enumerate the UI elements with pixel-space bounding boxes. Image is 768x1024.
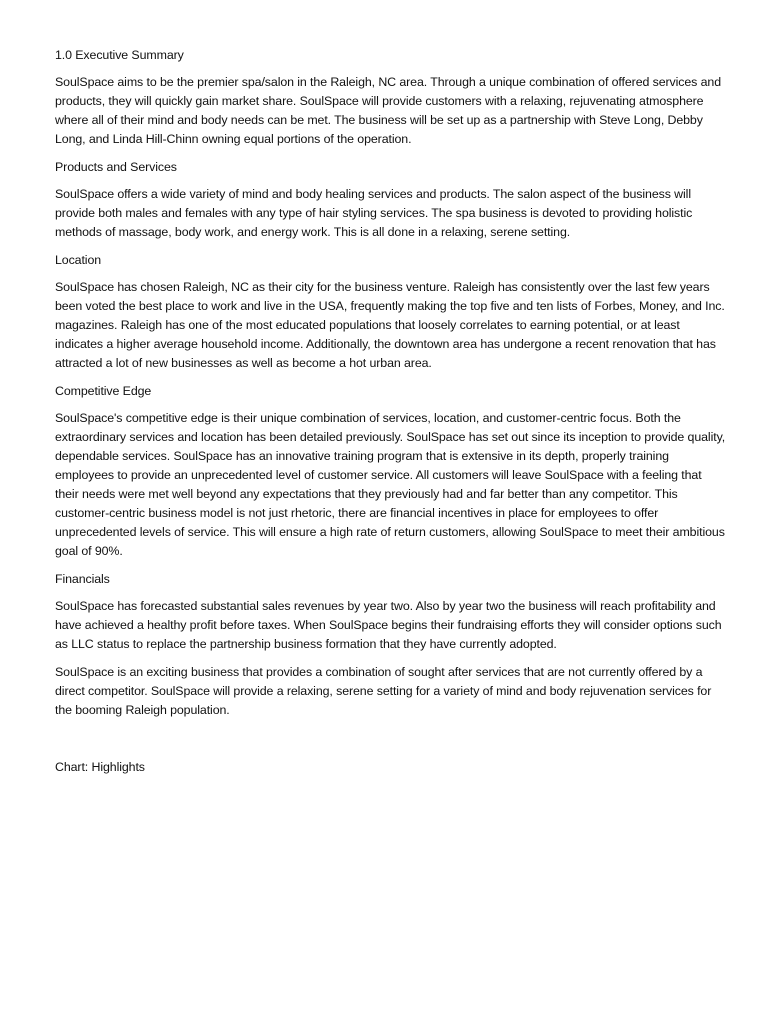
section-heading: 1.0 Executive Summary <box>55 48 184 62</box>
section-financials <box>55 570 727 720</box>
section-executive-summary <box>55 46 727 149</box>
section-products-and-services <box>55 158 727 242</box>
section-paragraph: SoulSpace has chosen Raleigh, NC as their city for the business venture. Raleigh has consistently over the last few years been voted the best place to work and live in the USA, frequently making the top five and ten lists of Forbes, Money, and Inc. magazines. Raleigh has one of the most educated populations that loosely correlates to earning potential, or at least indicates a higher average household income. Additionally, the downtown area has undergone a recent renovation that has attracted a lot of new businesses as well as become a hot urban area. <box>55 280 725 370</box>
section-paragraph: SoulSpace's competitive edge is their unique combination of services, location, and customer-centric focus. Both the extraordinary services and location has been detailed previously. SoulSpace has set out since its inception to provide quality, dependable services. SoulSpace has an innovative training program that is extensive in its depth, properly training employees to provide an unprecedented level of customer service. All customers will leave SoulSpace with a feeling that their needs were met well beyond any expectations that they previously had and far better than any competitor. This customer-centric business model is not just rhetoric, there are financial incentives in place for employees to offer unprecedented levels of service. This will ensure a high rate of return customers, allowing SoulSpace to meet their ambitious goal of 90%. <box>55 411 726 558</box>
section-paragraph: SoulSpace is an exciting business that provides a combination of sought after services that are not currently offered by a direct competitor. SoulSpace will provide a relaxing, serene setting for a variety of mind and body rejuvenation services for the booming Raleigh population. <box>55 665 712 717</box>
section-heading: Financials <box>55 572 110 586</box>
section-paragraph: SoulSpace offers a wide variety of mind and body healing services and products. The salon aspect of the business will provide both males and females with any type of hair styling services. The spa business is devoted to providing holistic methods of massage, body work, and energy work. This is all done in a relaxing, serene setting. <box>55 187 693 239</box>
section-paragraph: SoulSpace aims to be the premier spa/salon in the Raleigh, NC area. Through a unique combination of offered services and products, they will quickly gain market share. SoulSpace will provide customers with a relaxing, rejuvenating atmosphere where all of their mind and body needs can be met. The business will be set up as a partnership with Steve Long, Debby Long, and Linda Hill-Chinn owning equal portions of the operation. <box>55 75 721 146</box>
chart-caption: Chart: Highlights <box>55 760 145 774</box>
section-heading: Competitive Edge <box>55 384 152 398</box>
document-page <box>55 46 727 777</box>
section-paragraph: SoulSpace has forecasted substantial sales revenues by year two. Also by year two the business will reach profitability and have achieved a healthy profit before taxes. When SoulSpace begins their fundraising efforts they will consider options such as LLC status to replace the partnership business formation that they have currently adopted. <box>55 599 722 651</box>
section-location <box>55 251 727 373</box>
section-heading: Location <box>55 253 102 267</box>
section-heading: Products and Services <box>55 160 177 174</box>
section-competitive-edge <box>55 382 727 561</box>
